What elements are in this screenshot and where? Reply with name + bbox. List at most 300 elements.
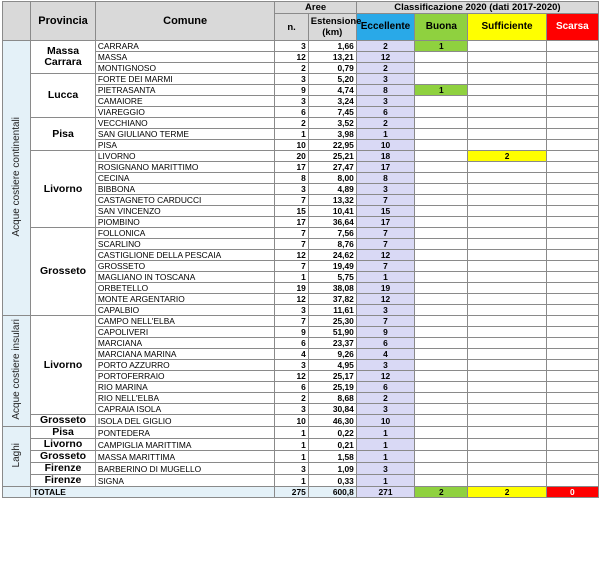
comune-cell: SCARLINO — [95, 239, 275, 250]
comune-cell: BIBBONA — [95, 184, 275, 195]
scarsa-cell — [546, 250, 598, 261]
sufficiente-cell — [468, 415, 546, 427]
scarsa-cell — [546, 393, 598, 404]
sufficiente-cell — [468, 96, 546, 107]
n-cell: 2 — [275, 118, 308, 129]
estensione-cell: 7,56 — [308, 228, 356, 239]
estensione-cell: 13,32 — [308, 195, 356, 206]
header-aree: Aree — [275, 2, 356, 14]
sufficiente-cell — [468, 74, 546, 85]
scarsa-cell — [546, 206, 598, 217]
eccellente-cell: 6 — [356, 382, 414, 393]
scarsa-cell — [546, 360, 598, 371]
scarsa-cell — [546, 261, 598, 272]
n-cell: 12 — [275, 294, 308, 305]
table-row — [3, 118, 599, 129]
buona-cell — [415, 272, 468, 283]
estensione-cell: 11,61 — [308, 305, 356, 316]
sufficiente-cell — [468, 162, 546, 173]
buona-cell — [415, 206, 468, 217]
eccellente-cell: 1 — [356, 129, 414, 140]
buona-cell — [415, 404, 468, 415]
eccellente-cell: 18 — [356, 151, 414, 162]
eccellente-cell: 1 — [356, 439, 414, 451]
n-cell: 17 — [275, 162, 308, 173]
scarsa-cell — [546, 228, 598, 239]
scarsa-cell — [546, 52, 598, 63]
n-cell: 15 — [275, 206, 308, 217]
provincia-cell: Livorno — [31, 439, 96, 451]
n-cell: 7 — [275, 316, 308, 327]
buona-cell — [415, 261, 468, 272]
eccellente-cell: 7 — [356, 239, 414, 250]
scarsa-cell — [546, 118, 598, 129]
header-provincia: Provincia — [31, 2, 96, 41]
n-cell: 7 — [275, 228, 308, 239]
n-cell: 7 — [275, 195, 308, 206]
scarsa-cell — [546, 85, 598, 96]
table-row — [3, 415, 599, 427]
n-cell: 12 — [275, 371, 308, 382]
provincia-cell: Grosseto — [31, 451, 96, 463]
comune-cell: CASTAGNETO CARDUCCI — [95, 195, 275, 206]
n-cell: 1 — [275, 439, 308, 451]
scarsa-cell — [546, 173, 598, 184]
comune-cell: BARBERINO DI MUGELLO — [95, 463, 275, 475]
total-sufficiente: 2 — [468, 487, 546, 498]
buona-cell — [415, 475, 468, 487]
n-cell: 6 — [275, 382, 308, 393]
n-cell: 9 — [275, 327, 308, 338]
estensione-cell: 0,21 — [308, 439, 356, 451]
sufficiente-cell: 2 — [468, 151, 546, 162]
comune-cell: CAMAIORE — [95, 96, 275, 107]
eccellente-cell: 1 — [356, 272, 414, 283]
comune-cell: CAPRAIA ISOLA — [95, 404, 275, 415]
estensione-cell: 51,90 — [308, 327, 356, 338]
eccellente-cell: 15 — [356, 206, 414, 217]
buona-cell — [415, 338, 468, 349]
comune-cell: CARRARA — [95, 41, 275, 52]
scarsa-cell — [546, 439, 598, 451]
eccellente-cell: 6 — [356, 338, 414, 349]
sufficiente-cell — [468, 228, 546, 239]
estensione-cell: 22,95 — [308, 140, 356, 151]
scarsa-cell — [546, 107, 598, 118]
estensione-cell: 30,84 — [308, 404, 356, 415]
comune-cell: MONTIGNOSO — [95, 63, 275, 74]
sufficiente-cell — [468, 305, 546, 316]
eccellente-cell: 2 — [356, 118, 414, 129]
estensione-cell: 0,33 — [308, 475, 356, 487]
buona-cell — [415, 118, 468, 129]
buona-cell — [415, 140, 468, 151]
header-sufficiente: Sufficiente — [468, 14, 546, 41]
buona-cell — [415, 463, 468, 475]
n-cell: 1 — [275, 129, 308, 140]
header-group-blank — [3, 2, 31, 41]
scarsa-cell — [546, 140, 598, 151]
total-n: 275 — [275, 487, 308, 498]
estensione-cell: 5,75 — [308, 272, 356, 283]
comune-cell: FORTE DEI MARMI — [95, 74, 275, 85]
estensione-cell: 0,22 — [308, 427, 356, 439]
n-cell: 1 — [275, 427, 308, 439]
sufficiente-cell — [468, 439, 546, 451]
scarsa-cell — [546, 463, 598, 475]
scarsa-cell — [546, 283, 598, 294]
comune-cell: MASSA — [95, 52, 275, 63]
n-cell: 10 — [275, 415, 308, 427]
estensione-cell: 46,30 — [308, 415, 356, 427]
comune-cell: SAN VINCENZO — [95, 206, 275, 217]
eccellente-cell: 12 — [356, 371, 414, 382]
sufficiente-cell — [468, 349, 546, 360]
total-row — [3, 487, 599, 498]
comune-cell: PONTEDERA — [95, 427, 275, 439]
buona-cell — [415, 316, 468, 327]
estensione-cell: 8,00 — [308, 173, 356, 184]
buona-cell — [415, 305, 468, 316]
scarsa-cell — [546, 338, 598, 349]
buona-cell — [415, 52, 468, 63]
scarsa-cell — [546, 195, 598, 206]
buona-cell — [415, 63, 468, 74]
comune-cell: ORBETELLO — [95, 283, 275, 294]
eccellente-cell: 3 — [356, 463, 414, 475]
n-cell: 12 — [275, 52, 308, 63]
n-cell: 2 — [275, 393, 308, 404]
eccellente-cell: 12 — [356, 294, 414, 305]
n-cell: 7 — [275, 239, 308, 250]
scarsa-cell — [546, 316, 598, 327]
comune-cell: SAN GIULIANO TERME — [95, 129, 275, 140]
provincia-cell: Massa Carrara — [31, 41, 96, 74]
n-cell: 1 — [275, 451, 308, 463]
sufficiente-cell — [468, 250, 546, 261]
sufficiente-cell — [468, 129, 546, 140]
buona-cell — [415, 195, 468, 206]
eccellente-cell: 17 — [356, 162, 414, 173]
scarsa-cell — [546, 272, 598, 283]
sufficiente-cell — [468, 107, 546, 118]
sufficiente-cell — [468, 463, 546, 475]
header-classificazione: Classificazione 2020 (dati 2017-2020) — [356, 2, 598, 14]
estensione-cell: 23,37 — [308, 338, 356, 349]
comune-cell: SIGNA — [95, 475, 275, 487]
scarsa-cell — [546, 404, 598, 415]
comune-cell: MARCIANA MARINA — [95, 349, 275, 360]
provincia-cell: Pisa — [31, 118, 96, 151]
sufficiente-cell — [468, 393, 546, 404]
scarsa-cell — [546, 129, 598, 140]
buona-cell — [415, 393, 468, 404]
estensione-cell: 3,24 — [308, 96, 356, 107]
group-label: Acque costiere insulari — [10, 319, 22, 420]
eccellente-cell: 10 — [356, 140, 414, 151]
estensione-cell: 7,45 — [308, 107, 356, 118]
estensione-cell: 27,47 — [308, 162, 356, 173]
comune-cell: MAGLIANO IN TOSCANA — [95, 272, 275, 283]
buona-cell — [415, 173, 468, 184]
comune-cell: PORTO AZZURRO — [95, 360, 275, 371]
table-row — [3, 228, 599, 239]
total-group-cell — [3, 487, 31, 498]
eccellente-cell: 7 — [356, 316, 414, 327]
header-n: n. — [275, 14, 308, 41]
scarsa-cell — [546, 371, 598, 382]
header-eccellente: Eccellente — [356, 14, 414, 41]
comune-cell: MARCIANA — [95, 338, 275, 349]
sufficiente-cell — [468, 239, 546, 250]
comune-cell: MONTE ARGENTARIO — [95, 294, 275, 305]
table-row — [3, 316, 599, 327]
estensione-cell: 4,74 — [308, 85, 356, 96]
scarsa-cell — [546, 305, 598, 316]
buona-cell: 1 — [415, 85, 468, 96]
eccellente-cell: 17 — [356, 217, 414, 228]
sufficiente-cell — [468, 382, 546, 393]
eccellente-cell: 2 — [356, 63, 414, 74]
sufficiente-cell — [468, 294, 546, 305]
n-cell: 3 — [275, 74, 308, 85]
estensione-cell: 5,20 — [308, 74, 356, 85]
n-cell: 3 — [275, 96, 308, 107]
n-cell: 10 — [275, 140, 308, 151]
buona-cell — [415, 382, 468, 393]
group-label: Acque costiere continentali — [10, 116, 22, 237]
buona-cell — [415, 439, 468, 451]
estensione-cell: 9,26 — [308, 349, 356, 360]
header-estensione: Estensione (km) — [308, 14, 356, 41]
buona-cell — [415, 184, 468, 195]
eccellente-cell: 7 — [356, 228, 414, 239]
buona-cell: 1 — [415, 41, 468, 52]
sufficiente-cell — [468, 206, 546, 217]
estensione-cell: 13,21 — [308, 52, 356, 63]
n-cell: 1 — [275, 272, 308, 283]
buona-cell — [415, 427, 468, 439]
comune-cell: CASTIGLIONE DELLA PESCAIA — [95, 250, 275, 261]
estensione-cell: 25,30 — [308, 316, 356, 327]
group-label-cell — [3, 427, 31, 487]
header-buona: Buona — [415, 14, 468, 41]
n-cell: 19 — [275, 283, 308, 294]
provincia-cell: Lucca — [31, 74, 96, 118]
eccellente-cell: 3 — [356, 360, 414, 371]
comune-cell: FOLLONICA — [95, 228, 275, 239]
buona-cell — [415, 239, 468, 250]
estensione-cell: 8,68 — [308, 393, 356, 404]
sufficiente-cell — [468, 475, 546, 487]
buona-cell — [415, 162, 468, 173]
eccellente-cell: 12 — [356, 250, 414, 261]
eccellente-cell: 12 — [356, 52, 414, 63]
estensione-cell: 3,52 — [308, 118, 356, 129]
total-label: TOTALE — [31, 487, 275, 498]
provincia-cell: Pisa — [31, 427, 96, 439]
provincia-cell: Firenze — [31, 463, 96, 475]
header-scarsa: Scarsa — [546, 14, 598, 41]
eccellente-cell: 2 — [356, 41, 414, 52]
eccellente-cell: 9 — [356, 327, 414, 338]
buona-cell — [415, 283, 468, 294]
eccellente-cell: 2 — [356, 393, 414, 404]
comune-cell: CAPALBIO — [95, 305, 275, 316]
eccellente-cell: 10 — [356, 415, 414, 427]
estensione-cell: 25,19 — [308, 382, 356, 393]
provincia-cell: Grosseto — [31, 228, 96, 316]
n-cell: 7 — [275, 261, 308, 272]
comune-cell: LIVORNO — [95, 151, 275, 162]
group-label-cell — [3, 41, 31, 316]
estensione-cell: 0,79 — [308, 63, 356, 74]
estensione-cell: 8,76 — [308, 239, 356, 250]
buona-cell — [415, 451, 468, 463]
sufficiente-cell — [468, 52, 546, 63]
n-cell: 12 — [275, 250, 308, 261]
eccellente-cell: 3 — [356, 74, 414, 85]
estensione-cell: 19,49 — [308, 261, 356, 272]
comune-cell: ROSIGNANO MARITTIMO — [95, 162, 275, 173]
estensione-cell: 24,62 — [308, 250, 356, 261]
sufficiente-cell — [468, 261, 546, 272]
total-estensione: 600,8 — [308, 487, 356, 498]
eccellente-cell: 1 — [356, 475, 414, 487]
sufficiente-cell — [468, 404, 546, 415]
sufficiente-cell — [468, 184, 546, 195]
estensione-cell: 4,89 — [308, 184, 356, 195]
n-cell: 3 — [275, 463, 308, 475]
sufficiente-cell — [468, 451, 546, 463]
n-cell: 9 — [275, 85, 308, 96]
sufficiente-cell — [468, 283, 546, 294]
buona-cell — [415, 228, 468, 239]
scarsa-cell — [546, 327, 598, 338]
bathing-water-classification-table — [2, 1, 599, 498]
sufficiente-cell — [468, 338, 546, 349]
table-row — [3, 463, 599, 475]
comune-cell: GROSSETO — [95, 261, 275, 272]
scarsa-cell — [546, 475, 598, 487]
table-row — [3, 74, 599, 85]
n-cell: 3 — [275, 41, 308, 52]
n-cell: 6 — [275, 107, 308, 118]
n-cell: 3 — [275, 305, 308, 316]
comune-cell: CAMPIGLIA MARITTIMA — [95, 439, 275, 451]
header-comune: Comune — [95, 2, 275, 41]
scarsa-cell — [546, 96, 598, 107]
sufficiente-cell — [468, 217, 546, 228]
comune-cell: RIO MARINA — [95, 382, 275, 393]
eccellente-cell: 3 — [356, 305, 414, 316]
sufficiente-cell — [468, 195, 546, 206]
group-label: Laghi — [10, 442, 22, 468]
eccellente-cell: 1 — [356, 451, 414, 463]
provincia-cell: Livorno — [31, 316, 96, 415]
provincia-cell: Livorno — [31, 151, 96, 228]
sufficiente-cell — [468, 140, 546, 151]
buona-cell — [415, 107, 468, 118]
scarsa-cell — [546, 294, 598, 305]
table-row — [3, 451, 599, 463]
buona-cell — [415, 294, 468, 305]
provincia-cell: Firenze — [31, 475, 96, 487]
comune-cell: MASSA MARITTIMA — [95, 451, 275, 463]
scarsa-cell — [546, 427, 598, 439]
scarsa-cell — [546, 239, 598, 250]
estensione-cell: 37,82 — [308, 294, 356, 305]
n-cell: 3 — [275, 184, 308, 195]
eccellente-cell: 3 — [356, 96, 414, 107]
group-label-cell — [3, 316, 31, 427]
buona-cell — [415, 371, 468, 382]
sufficiente-cell — [468, 327, 546, 338]
estensione-cell: 4,95 — [308, 360, 356, 371]
comune-cell: ISOLA DEL GIGLIO — [95, 415, 275, 427]
comune-cell: PORTOFERRAIO — [95, 371, 275, 382]
table-row — [3, 439, 599, 451]
table-row — [3, 427, 599, 439]
scarsa-cell — [546, 415, 598, 427]
scarsa-cell — [546, 74, 598, 85]
estensione-cell: 25,17 — [308, 371, 356, 382]
sufficiente-cell — [468, 371, 546, 382]
scarsa-cell — [546, 63, 598, 74]
total-scarsa: 0 — [546, 487, 598, 498]
comune-cell: PIETRASANTA — [95, 85, 275, 96]
buona-cell — [415, 349, 468, 360]
n-cell: 8 — [275, 173, 308, 184]
buona-cell — [415, 217, 468, 228]
provincia-cell: Grosseto — [31, 415, 96, 427]
n-cell: 3 — [275, 404, 308, 415]
sufficiente-cell — [468, 427, 546, 439]
table-row — [3, 151, 599, 162]
buona-cell — [415, 96, 468, 107]
n-cell: 17 — [275, 217, 308, 228]
buona-cell — [415, 74, 468, 85]
n-cell: 20 — [275, 151, 308, 162]
total-eccellente: 271 — [356, 487, 414, 498]
comune-cell: VIAREGGIO — [95, 107, 275, 118]
scarsa-cell — [546, 184, 598, 195]
sufficiente-cell — [468, 173, 546, 184]
n-cell: 4 — [275, 349, 308, 360]
n-cell: 6 — [275, 338, 308, 349]
scarsa-cell — [546, 217, 598, 228]
buona-cell — [415, 250, 468, 261]
scarsa-cell — [546, 41, 598, 52]
sufficiente-cell — [468, 360, 546, 371]
buona-cell — [415, 415, 468, 427]
estensione-cell: 25,21 — [308, 151, 356, 162]
table-body — [3, 41, 599, 487]
comune-cell: PISA — [95, 140, 275, 151]
eccellente-cell: 3 — [356, 184, 414, 195]
n-cell: 1 — [275, 475, 308, 487]
scarsa-cell — [546, 382, 598, 393]
estensione-cell: 10,41 — [308, 206, 356, 217]
sufficiente-cell — [468, 272, 546, 283]
eccellente-cell: 8 — [356, 173, 414, 184]
eccellente-cell: 6 — [356, 107, 414, 118]
eccellente-cell: 3 — [356, 404, 414, 415]
comune-cell: CAPOLIVERI — [95, 327, 275, 338]
estensione-cell: 3,98 — [308, 129, 356, 140]
buona-cell — [415, 327, 468, 338]
sufficiente-cell — [468, 85, 546, 96]
